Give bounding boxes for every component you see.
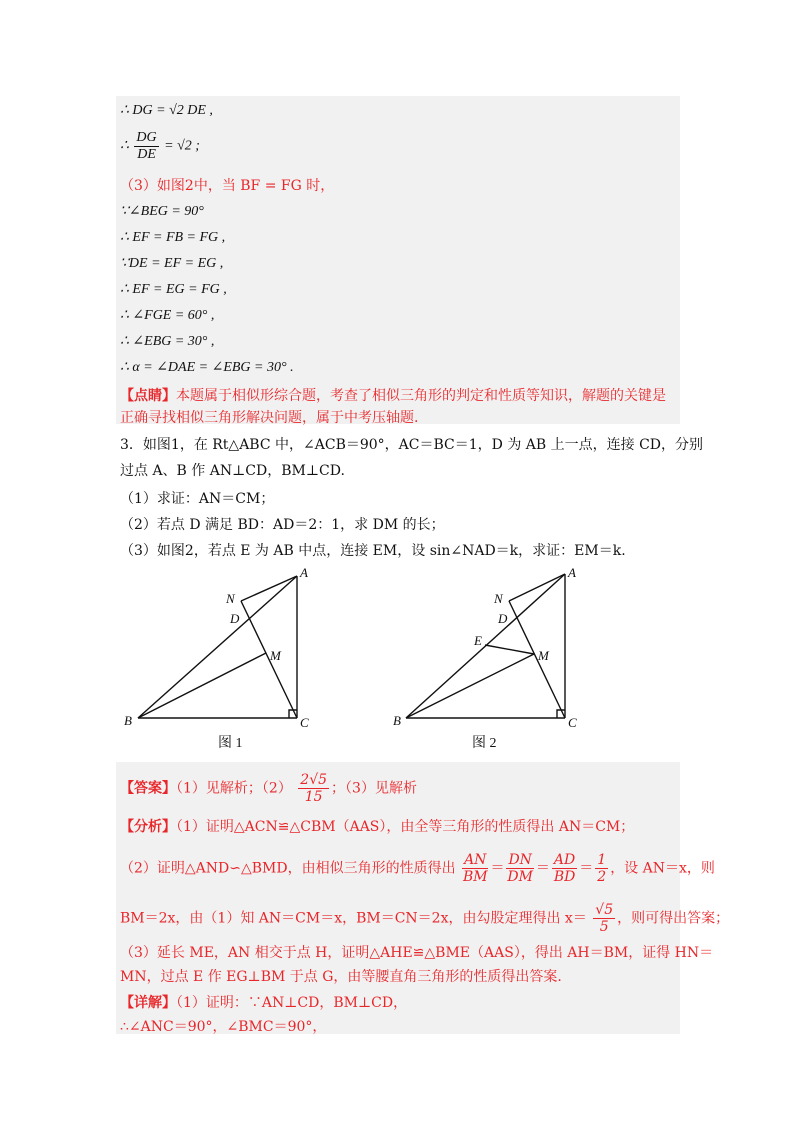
comment-line-1: 【点睛】本题属于相似形综合题，考查了相似三角形的判定和性质等知识，解题的关键是	[120, 388, 666, 404]
analysis-line-4: （3）延长 ME，AN 相交于点 H，证明△AHE≌△BME（AAS），得出 AH＝BM，证得 HN＝	[120, 945, 714, 961]
fig2-line-bm	[406, 654, 534, 718]
fig2-label-d: D	[498, 611, 508, 626]
answer-fraction: $\frac{2√5}{15}$	[300, 772, 328, 805]
prev-line-2: ∴ $\frac{DG}{DE}$ = √2 ;	[120, 130, 200, 162]
step-2: ∴ EF = FB = FG ,	[120, 230, 226, 245]
fig2-line-an	[509, 574, 565, 601]
analysis-line-2: （2）证明△AND∽△BMD，由相似三角形的性质得出 $\frac{AN}{BM}$ ＝ $\frac{DN}{DM}$ ＝ $\frac{AD}{BD}$ ＝ $\frac{1}{2}$ ，设 AN＝x，则	[120, 852, 715, 885]
prev-line-1: ∴ DG = √2 DE ,	[120, 103, 213, 118]
fig2-line-ab	[406, 574, 565, 718]
detail-line-1: 【详解】（1）证明：∵AN⊥CD，BM⊥CD，	[120, 995, 408, 1011]
analysis-line-5: MN，过点 E 作 EG⊥BM 于点 G，由等腰直角三角形的性质得出答案.	[120, 969, 562, 985]
question-part-2: （2）若点 D 满足 BD：AD＝2：1，求 DM 的长；	[120, 517, 445, 533]
answer-line: 【答案】（1）见解析；（2） $\frac{2√5}{15}$ ；（3）见解析	[120, 772, 417, 805]
analysis-tag: 【分析】	[120, 819, 176, 835]
fig1-caption: 图 1	[218, 736, 243, 751]
part3-heading: （3）如图2中，当 BF = FG 时，	[120, 178, 335, 194]
figure-2	[406, 574, 565, 718]
fig2-label-m: M	[538, 648, 549, 663]
fig1-label-c: C	[300, 715, 309, 730]
fig2-label-n: N	[494, 591, 503, 606]
fig1-label-n: N	[226, 591, 235, 606]
fig1-line-ab	[138, 576, 297, 718]
fig2-label-a: A	[568, 565, 576, 580]
dg-de-fraction: $\frac{DG}{DE}$	[136, 130, 157, 162]
analysis-line-3: BM＝2x，由（1）知 AN＝CM＝x，BM＝CN＝2x，由勾股定理得出 x＝ $\frac{√5}{5}$ ，则可得出答案；	[120, 902, 730, 935]
fig1-label-a: A	[300, 565, 308, 580]
question-part-1: （1）求证：AN＝CM；	[120, 491, 275, 507]
fig1-line-an	[241, 576, 297, 601]
fig1-line-cn	[241, 601, 297, 718]
comment-line-2: 正确寻找相似三角形解决问题，属于中考压轴题.	[120, 410, 419, 426]
fig2-label-c: C	[568, 715, 577, 730]
figures	[0, 565, 800, 765]
detail-tag: 【详解】	[120, 995, 176, 1011]
analysis-line-1: 【分析】（1）证明△ACN≌△CBM（AAS），由全等三角形的性质得出 AN＝CM；	[120, 819, 635, 835]
comment-tag: 【点睛】	[120, 388, 176, 404]
step-5: ∴ ∠FGE = 60° ,	[120, 308, 215, 323]
step-4: ∴ EF = EG = FG ,	[120, 282, 227, 297]
step-7: ∴ α = ∠DAE = ∠EBG = 30° .	[120, 360, 294, 375]
step-3: ∵DE = EF = EG ,	[120, 256, 224, 271]
fig1-label-m: M	[270, 648, 281, 663]
fig1-label-b: B	[124, 713, 132, 728]
fig2-line-cn	[509, 601, 565, 718]
fig2-caption: 图 2	[472, 736, 497, 751]
figure-1	[138, 576, 297, 718]
fig1-label-d: D	[230, 611, 240, 626]
step-6: ∴ ∠EBG = 30° ,	[120, 334, 215, 349]
fig2-label-e: E	[474, 633, 482, 648]
step-1: ∵∠BEG = 90°	[120, 204, 204, 219]
question-part-3: （3）如图2，若点 E 为 AB 中点，连接 EM，设 sin∠NAD＝k，求证：EM＝k.	[120, 543, 626, 559]
question-line-2: 过点 A、B 作 AN⊥CD，BM⊥CD.	[120, 463, 345, 479]
fig1-line-bm	[138, 653, 266, 718]
fig2-line-em	[485, 645, 534, 654]
question-line-1: 3．如图1，在 Rt△ABC 中，∠ACB＝90°，AC＝BC＝1，D 为 AB 上一点，连接 CD，分别	[120, 437, 704, 453]
detail-line-2: ∴∠ANC＝90°，∠BMC＝90°，	[120, 1019, 327, 1035]
answer-tag: 【答案】	[120, 780, 176, 797]
fig2-label-b: B	[393, 713, 401, 728]
